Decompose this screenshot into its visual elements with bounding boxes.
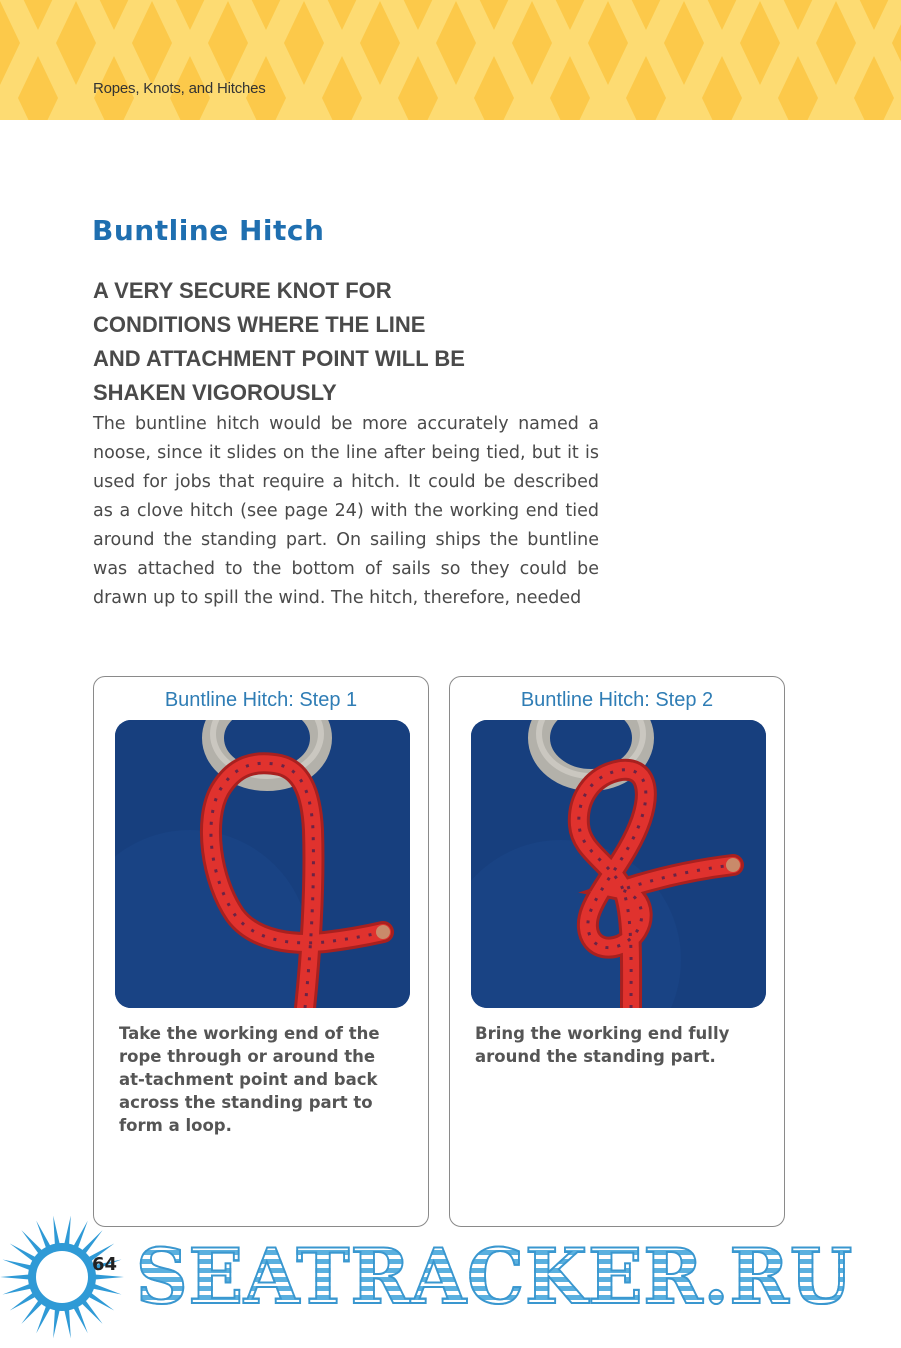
step-1-caption: Take the working end of the rope through or around the at-tachment point and back across the standing part to form a loop. <box>119 1024 380 1135</box>
step-2-caption: Bring the working end fully around the standing part. <box>475 1024 730 1066</box>
watermark: SEATRACKER.RU <box>136 1232 854 1321</box>
diamond-shape <box>626 0 666 30</box>
diamond-shape <box>170 0 210 30</box>
header-band <box>0 0 901 120</box>
step-2-photo <box>471 720 766 1008</box>
diamond-shape <box>474 0 514 30</box>
diamond-shape <box>398 0 438 30</box>
diamond-shape <box>664 1 704 85</box>
running-head: Ropes, Knots, and Hitches <box>93 80 266 97</box>
diamond-shape <box>474 56 514 120</box>
knot-step-2-illustration <box>471 720 766 1008</box>
diamond-shape <box>322 56 362 120</box>
diamond-shape <box>132 1 172 85</box>
diamond-shape <box>436 1 476 85</box>
diamond-shape <box>94 0 134 30</box>
sun-ray <box>53 1306 60 1338</box>
sun-ray <box>64 1216 71 1248</box>
diamond-shape <box>398 56 438 120</box>
step-1-card <box>93 676 429 1227</box>
diamond-shape <box>56 1 96 85</box>
diamond-shape <box>854 0 894 30</box>
step-2-card <box>449 676 785 1227</box>
sun-ray <box>53 1216 60 1248</box>
diamond-shape <box>360 1 400 85</box>
page-title: Buntline Hitch <box>92 214 325 247</box>
diamond-shape <box>284 1 324 85</box>
diamond-shape <box>778 56 818 120</box>
page-number: 64 <box>92 1254 118 1275</box>
diamond-pattern <box>0 0 901 120</box>
diamond-shape <box>246 0 286 30</box>
diamond-shape <box>816 1 856 85</box>
step-1-title: Buntline Hitch: Step 1 <box>164 689 358 711</box>
diamond-shape <box>588 1 628 85</box>
diamond-shape <box>778 0 818 30</box>
knot-step-1-illustration <box>115 720 410 1008</box>
diamond-shape <box>702 0 742 30</box>
diamond-shape <box>18 56 58 120</box>
diamond-shape <box>740 1 780 85</box>
diamond-shape <box>322 0 362 30</box>
diamond-shape <box>854 56 894 120</box>
body-text: The buntline hitch would be more accurately named a noose, since it slides on the line after being tied, but it is used for jobs that require a hitch. It could be described as a clove hitch (see page 24) with the working end tied around the standing part. On sailing ships the buntline was attached to the bottom of sails so they could be drawn up to spill the wind. The hitch, therefore, needed <box>93 414 599 608</box>
diamond-shape <box>512 1 552 85</box>
diamond-shape <box>702 56 742 120</box>
step-2-title: Buntline Hitch: Step 2 <box>520 689 714 711</box>
step-1-photo <box>115 720 410 1008</box>
diamond-shape <box>626 56 666 120</box>
sun-ray <box>64 1306 71 1338</box>
diamond-shape <box>18 0 58 30</box>
subtitle: A VERY SECURE KNOT FOR CONDITIONS WHERE THE LINE AND ATTACHMENT POINT WILL BE SHAKEN VIGOROUSLY <box>93 278 465 405</box>
sun-logo-icon <box>0 1215 130 1345</box>
diamond-shape <box>550 56 590 120</box>
diamond-shape <box>550 0 590 30</box>
sun-ray <box>0 1274 32 1279</box>
sun-ray <box>92 1274 124 1279</box>
diamond-shape <box>208 1 248 85</box>
diamond-shape <box>0 1 20 85</box>
diamond-shape <box>892 1 901 85</box>
